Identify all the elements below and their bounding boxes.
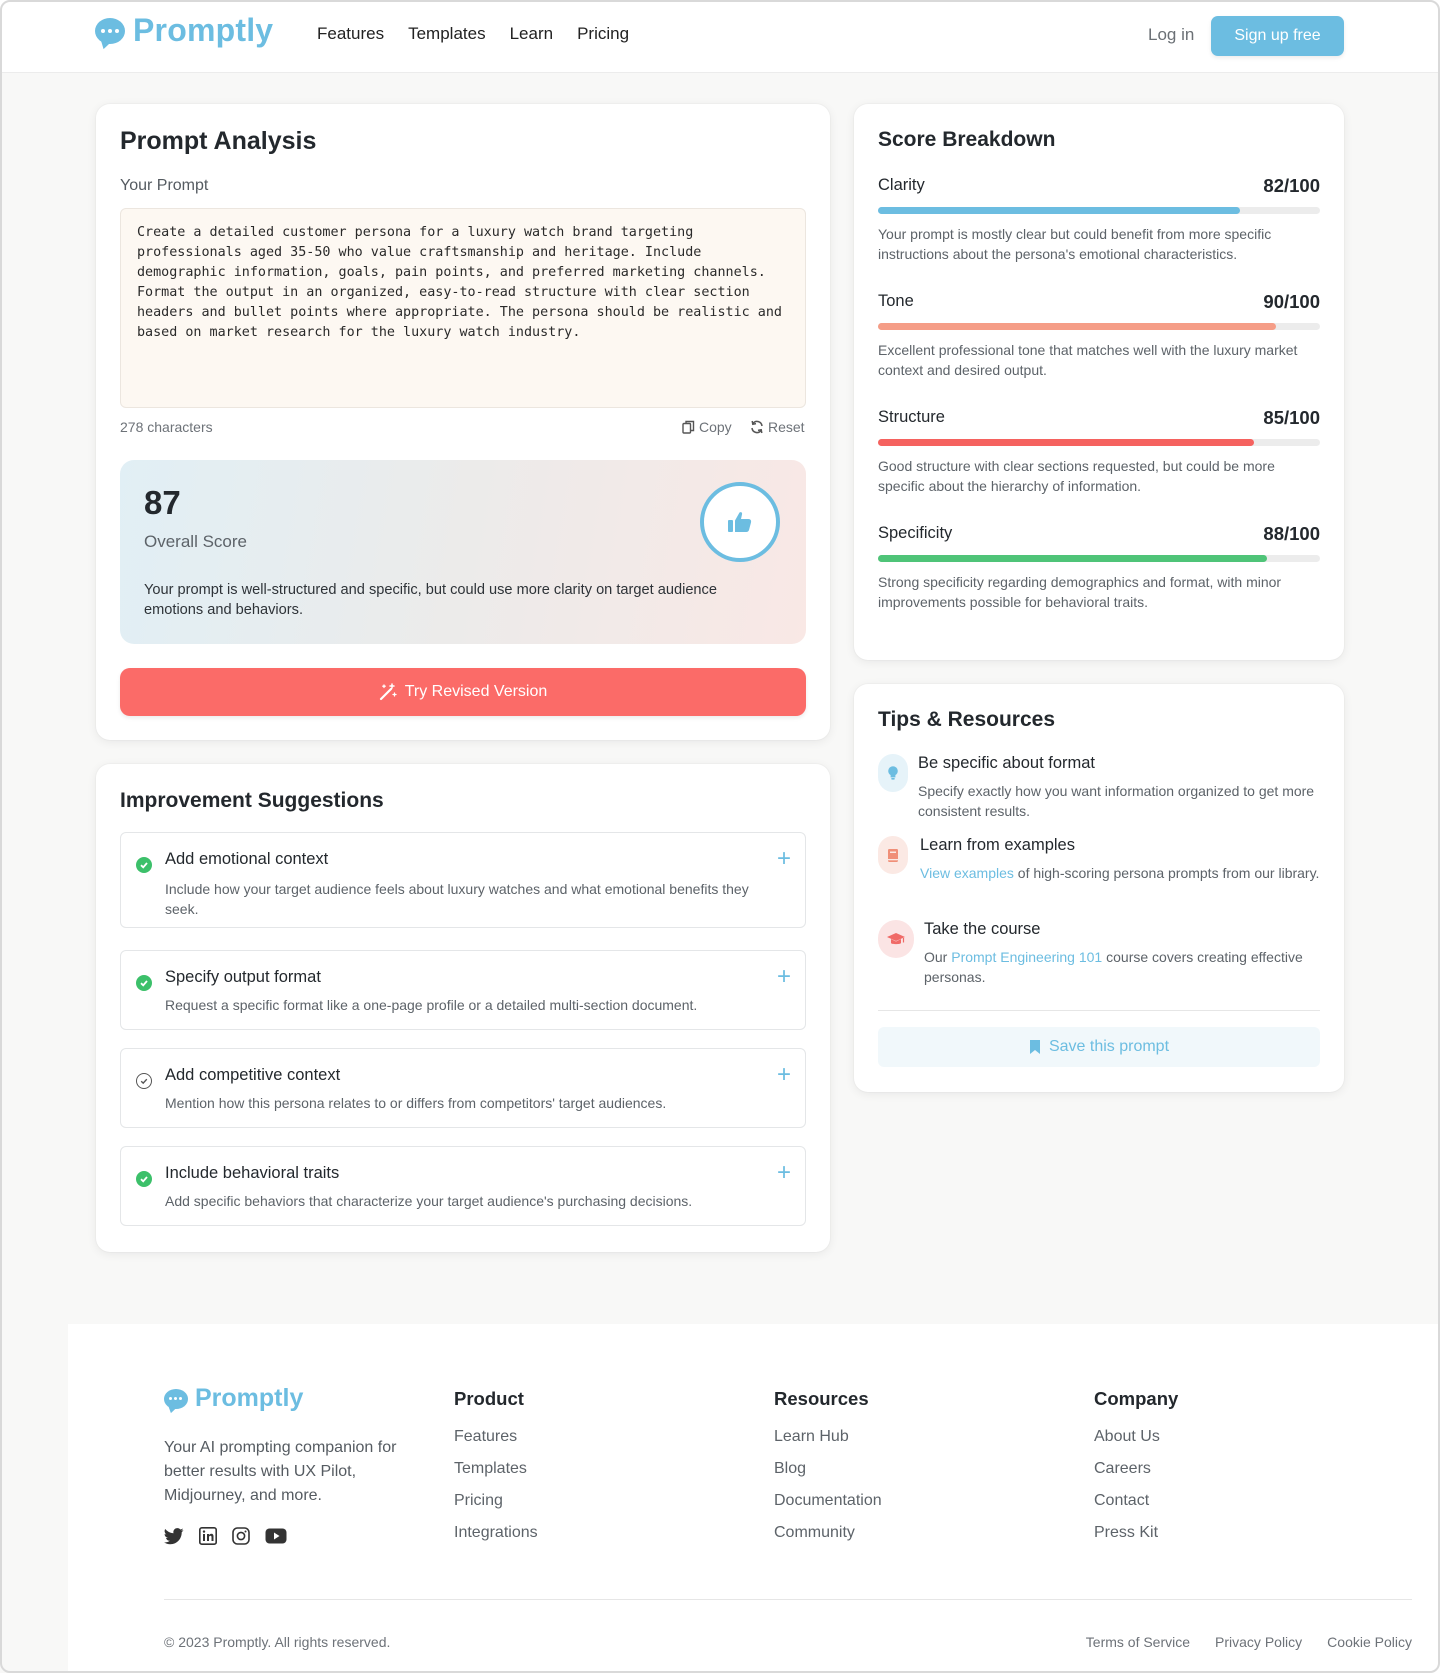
metric-name: Tone [878, 292, 914, 310]
footer-heading: Company [1094, 1388, 1179, 1409]
suggestion-description: Add specific behaviors that characterize your target audience's purchasing decisions. [165, 1193, 693, 1209]
suggestion-title: Specify output format [165, 968, 321, 986]
divider [878, 1010, 1320, 1011]
nav-templates[interactable]: Templates [408, 24, 486, 43]
plus-icon[interactable]: + [776, 845, 791, 872]
instagram-icon[interactable] [232, 1527, 250, 1545]
tip-item [878, 754, 1328, 824]
footer-link[interactable]: Features [454, 1428, 518, 1445]
tip-description-text: course covers creating effective personas. [924, 949, 1303, 985]
suggestion-description: Request a specific format like a one-page profile or a detailed multi-section document. [165, 997, 698, 1013]
footer-column-product [454, 1388, 538, 1556]
footer-brand-logo[interactable] [164, 1384, 303, 1413]
footer-link[interactable]: Integrations [454, 1524, 538, 1541]
overall-score-description: Your prompt is well-structured and specific, but could use more clarity on target audience emotions and behaviors. [144, 582, 717, 618]
suggestion-title: Add emotional context [165, 850, 329, 868]
metric-value: 90/100 [1263, 291, 1320, 312]
metric-name: Specificity [878, 524, 953, 542]
footer-heading: Resources [774, 1388, 869, 1409]
improvement-suggestions-title: Improvement Suggestions [120, 789, 384, 812]
tip-description [920, 863, 1320, 883]
footer-link[interactable]: Documentation [774, 1492, 882, 1509]
check-circle-icon [136, 1171, 152, 1187]
login-link[interactable]: Log in [1148, 25, 1195, 44]
overall-score-value: 87 [144, 484, 181, 521]
metric-name: Structure [878, 408, 945, 426]
metric-progress-bar [878, 323, 1320, 330]
nav-learn[interactable]: Learn [509, 24, 554, 43]
metric-value: 88/100 [1263, 523, 1320, 544]
overall-score-panel [120, 460, 806, 644]
tips-resources-title: Tips & Resources [878, 708, 1056, 731]
metric-progress-bar [878, 439, 1320, 446]
check-circle-outline-icon [136, 1073, 152, 1089]
tip-description-prefix: Our [924, 949, 952, 965]
brand-name: Promptly [133, 12, 274, 48]
suggestion-item[interactable] [120, 832, 806, 928]
tip-description-text: of high-scoring persona prompts from our library. [1013, 865, 1320, 881]
plus-icon[interactable]: + [776, 1061, 791, 1088]
reset-button[interactable] [750, 419, 805, 435]
your-prompt-label: Your Prompt [120, 177, 209, 194]
view-examples-link[interactable]: View examples [920, 865, 1014, 881]
metric-value: 82/100 [1263, 175, 1320, 196]
signup-button[interactable]: Sign up free [1211, 16, 1344, 56]
chat-bubble-icon [95, 18, 125, 44]
suggestion-description: Include how your target audience feels about luxury watches and what emotional benefits they seek. [165, 881, 749, 917]
main-nav [317, 24, 629, 44]
metric-name: Clarity [878, 176, 925, 194]
nav-features[interactable]: Features [317, 24, 385, 43]
footer-link[interactable]: Learn Hub [774, 1428, 849, 1445]
graduation-cap-icon [878, 920, 914, 958]
tip-description: Specify exactly how you want information organized to get more consistent results. [918, 783, 1315, 819]
footer-link[interactable]: Press Kit [1094, 1524, 1159, 1541]
score-breakdown-title: Score Breakdown [878, 128, 1056, 151]
footer-divider [164, 1599, 1412, 1600]
footer-heading: Product [454, 1388, 524, 1409]
suggestion-title: Include behavioral traits [165, 1164, 340, 1182]
footer-link[interactable]: Careers [1094, 1460, 1151, 1477]
prompt-engineering-course-link[interactable]: Prompt Engineering 101 [951, 949, 1103, 965]
save-prompt-button[interactable] [878, 1027, 1320, 1067]
prompt-analysis-card [96, 104, 830, 740]
metric-progress-fill [878, 555, 1267, 562]
try-revised-label: Try Revised Version [404, 683, 548, 700]
chat-bubble-icon [164, 1389, 188, 1409]
footer-link[interactable]: Pricing [454, 1492, 503, 1509]
check-circle-icon [136, 857, 152, 873]
footer-link[interactable]: Blog [774, 1460, 807, 1477]
refresh-icon [750, 420, 764, 434]
top-navbar [0, 0, 1440, 73]
suggestion-item[interactable] [120, 950, 806, 1030]
magic-wand-icon [379, 683, 397, 701]
metric-progress-fill [878, 323, 1276, 330]
footer-link[interactable]: Community [774, 1524, 855, 1541]
suggestion-description: Mention how this persona relates to or differs from competitors' target audiences. [165, 1095, 667, 1111]
footer-link[interactable]: Templates [454, 1460, 527, 1477]
twitter-icon[interactable] [164, 1528, 184, 1545]
linkedin-icon[interactable] [199, 1527, 217, 1545]
footer [68, 1324, 1440, 1673]
character-count: 278 characters [120, 419, 213, 435]
terms-of-service-link[interactable]: Terms of Service [1085, 1634, 1191, 1650]
score-breakdown-card [854, 104, 1344, 660]
privacy-policy-link[interactable]: Privacy Policy [1215, 1634, 1303, 1650]
footer-link[interactable]: About Us [1094, 1428, 1160, 1445]
metric-progress-fill [878, 207, 1240, 214]
metric-description: Excellent professional tone that matches well with the luxury market context and desired output. [878, 342, 1298, 378]
copy-button[interactable] [682, 419, 732, 435]
tip-item [878, 836, 1328, 906]
check-circle-icon [136, 975, 152, 991]
tip-title: Take the course [924, 920, 1041, 938]
copy-icon [682, 420, 695, 434]
try-revised-version-button[interactable] [120, 668, 806, 716]
plus-icon[interactable]: + [776, 963, 791, 990]
metric-value: 85/100 [1263, 407, 1320, 428]
tip-item [878, 920, 1328, 990]
copy-label: Copy [699, 419, 732, 435]
tip-title: Be specific about format [918, 754, 1096, 772]
footer-link[interactable]: Contact [1094, 1492, 1150, 1509]
thumbs-up-icon [727, 510, 753, 534]
save-prompt-label: Save this prompt [1048, 1038, 1170, 1055]
bookmark-icon [1029, 1039, 1041, 1055]
legal-links [1086, 1634, 1412, 1650]
suggestion-title: Add competitive context [165, 1066, 341, 1084]
metric-progress-fill [878, 439, 1254, 446]
copyright: © 2023 Promptly. All rights reserved. [164, 1634, 391, 1650]
tip-description [924, 947, 1324, 987]
book-icon [878, 836, 908, 874]
footer-tagline: Your AI prompting companion for better results with UX Pilot, Midjourney, and more. [164, 1439, 397, 1504]
brand-logo[interactable] [95, 12, 273, 49]
metric-description: Your prompt is mostly clear but could benefit from more specific instructions about the persona's emotional characteristics. [878, 226, 1272, 262]
lightbulb-icon [878, 754, 908, 792]
metric-description: Strong specificity regarding demographics and format, with minor improvements possible for behavioral traits. [878, 574, 1282, 610]
metric-description: Good structure with clear sections requested, but could be more specific about the hierarchy of information. [878, 458, 1275, 494]
prompt-analysis-title: Prompt Analysis [120, 127, 317, 155]
suggestion-item[interactable] [120, 1146, 806, 1226]
youtube-icon[interactable] [265, 1528, 287, 1544]
tips-resources-card [854, 684, 1344, 1092]
improvement-suggestions-card [96, 764, 830, 1252]
social-links [164, 1527, 287, 1545]
footer-column-company [1094, 1388, 1178, 1556]
score-badge [700, 482, 780, 562]
metric-progress-bar [878, 207, 1320, 214]
suggestion-item[interactable] [120, 1048, 806, 1128]
tip-title: Learn from examples [920, 836, 1075, 854]
reset-label: Reset [768, 419, 805, 435]
nav-pricing[interactable]: Pricing [577, 24, 630, 43]
prompt-textarea[interactable]: Create a detailed customer persona for a luxury watch brand targeting professionals aged 35-50 who value craftsmanship and heritage. Include demographic information, goals, pain points, and preferred marketing channels. Format the output in an organized, easy-to-read structure with clear section headers and bullet points where appropriate. The persona should be realistic and based on market research for the luxury watch industry. [120, 208, 806, 408]
footer-column-resources [774, 1388, 882, 1556]
overall-score-label: Overall Score [144, 532, 247, 551]
metric-progress-bar [878, 555, 1320, 562]
footer-brand-name: Promptly [195, 1384, 304, 1412]
cookie-policy-link[interactable]: Cookie Policy [1327, 1634, 1412, 1650]
plus-icon[interactable]: + [776, 1159, 791, 1186]
